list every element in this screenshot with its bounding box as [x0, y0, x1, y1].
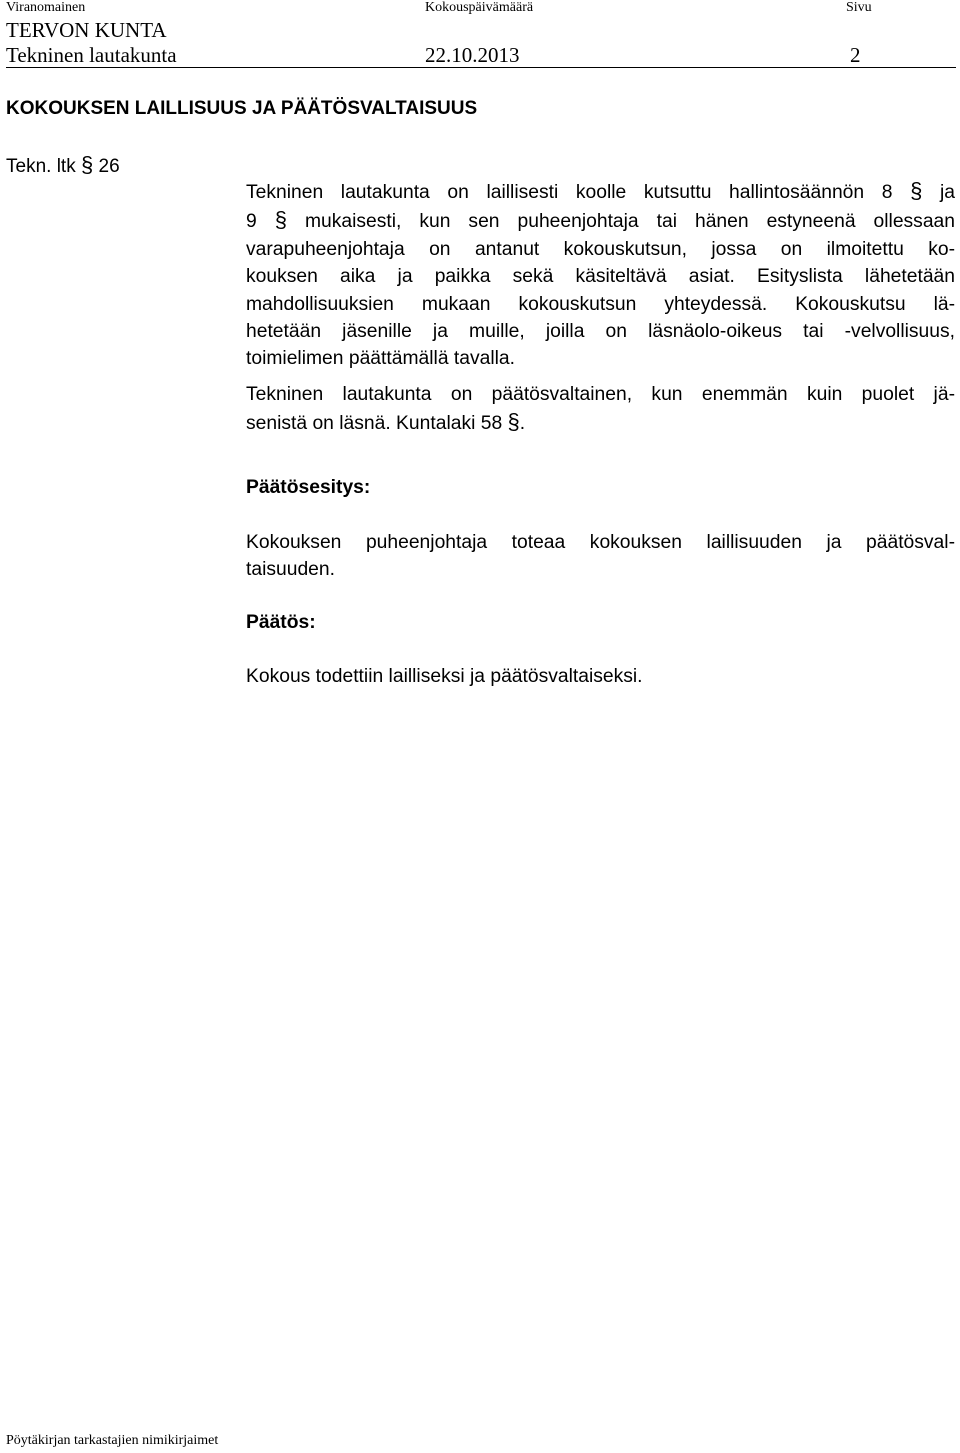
body-paragraph-2 [246, 381, 955, 438]
para2-line-1: Tekninen lautakunta on päätösvaltainen, kun enemmän kuin puolet jä- [246, 384, 955, 405]
para1-line-1: Tekninen lautakunta on laillisesti koolle kutsuttu hallintosäännön 8 § ja [246, 178, 955, 203]
para1-line-7: toimielimen päättämällä tavalla. [246, 348, 515, 370]
header-label-page: Sivu [846, 0, 872, 15]
section-symbol-icon: § [274, 207, 287, 233]
proposal-line-2: taisuuden. [246, 559, 335, 581]
section-heading: KOKOUKSEN LAILLISUUS JA PÄÄTÖSVALTAISUUS [6, 98, 478, 119]
header-label-authority: Viranomainen [6, 0, 86, 15]
header-label-date: Kokouspäivämäärä [425, 0, 534, 15]
proposal-line-1: Kokouksen puheenjohtaja toteaa kokouksen laillisuuden ja päätösval- [246, 532, 955, 553]
proposal-label: Päätösesitys: [246, 477, 371, 498]
para1-line-2: 9 § mukaisesti, kun sen puheenjohtaja tai hänen estyneenä ollessaan [246, 207, 955, 233]
decision-label: Päätös: [246, 612, 316, 633]
item-number: 26 [98, 156, 120, 177]
header-date: 22.10.2013 [425, 43, 520, 67]
para1-line-6: hetetään jäsenille ja muille, joilla on läsnäolo-oikeus tai -velvollisuus, [246, 321, 955, 343]
section-symbol-icon: § [80, 152, 94, 177]
item-prefix: Tekn. ltk [6, 156, 76, 177]
decision-text: Kokous todettiin lailliseksi ja päätösvaltaiseksi. [246, 666, 643, 687]
header-page-number: 2 [850, 43, 861, 67]
footer-initials-label: Pöytäkirjan tarkastajien nimikirjaimet [6, 1433, 219, 1448]
para1-line-5: mahdollisuuksien mukaan kokouskutsun yhteydessä. Kokouskutsu lä- [246, 293, 955, 315]
section-symbol-icon: § [910, 178, 923, 203]
para1-line-3: varapuheenjohtaja on antanut kokouskutsun, jossa on ilmoitettu ko- [246, 238, 955, 260]
item-reference [6, 153, 120, 179]
section-symbol-icon: § [507, 409, 520, 435]
proposal-text [246, 529, 955, 584]
header-divider [6, 67, 956, 68]
para1-line-4: kouksen aika ja paikka sekä käsiteltävä asiat. Esityslista lähetetään [246, 266, 955, 288]
body-paragraph-1 [246, 177, 955, 373]
header-authority: TERVON KUNTA [6, 18, 167, 42]
header-board: Tekninen lautakunta [6, 43, 177, 67]
para2-line-2: senistä on läsnä. Kuntalaki 58 §. [246, 409, 526, 435]
